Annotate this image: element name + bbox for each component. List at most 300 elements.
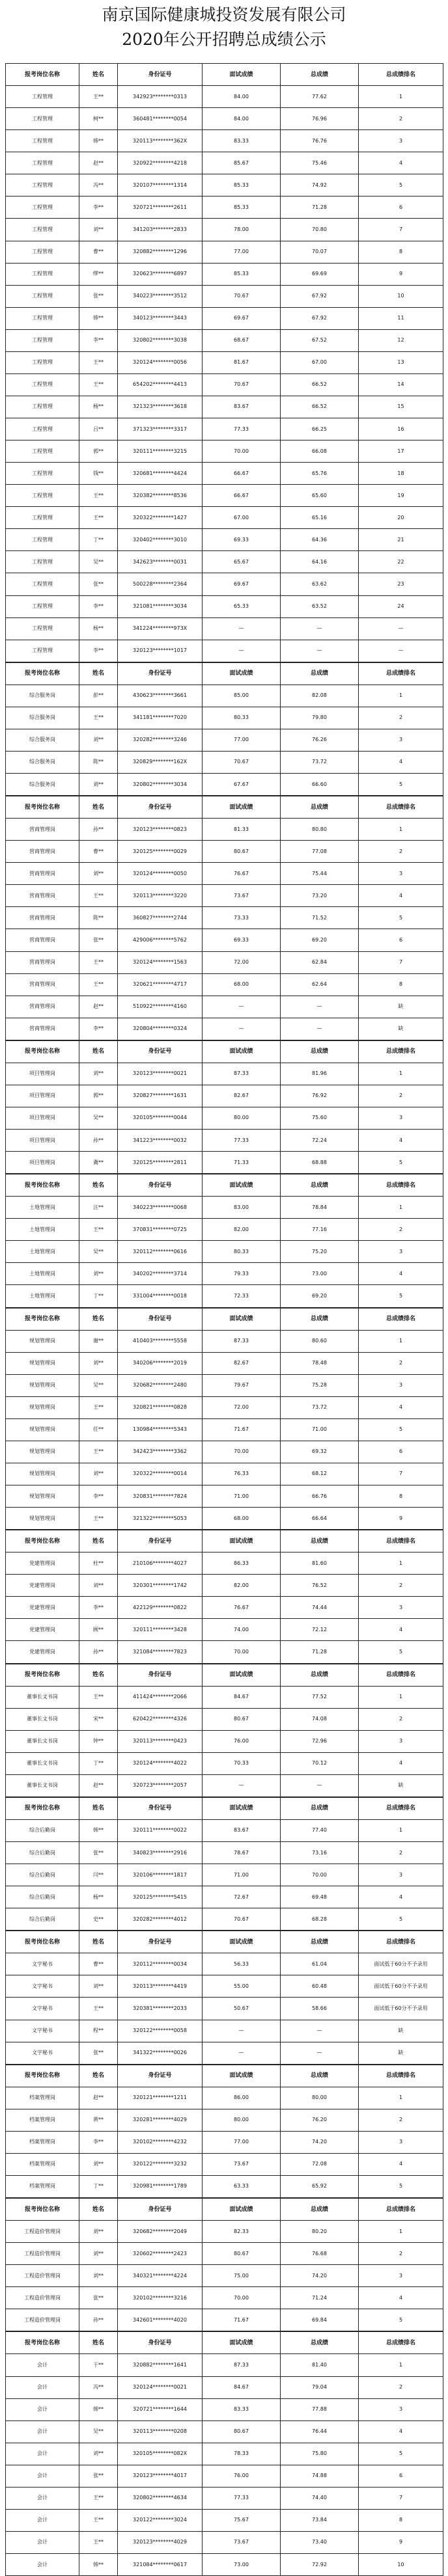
- header-job-title: 报考岗位名称: [6, 1664, 79, 1686]
- cell-interview-score: 78.67: [203, 1842, 281, 1864]
- cell-rank: 5: [359, 1418, 443, 1441]
- cell-rank: 3: [359, 2398, 443, 2420]
- cell-total-score: 80.20: [281, 2221, 359, 2243]
- cell-job-title: 文字秘书: [6, 1998, 79, 2020]
- table-row: [6, 1619, 443, 1641]
- cell-id-number: 341223********0032: [118, 1130, 203, 1152]
- cell-name: 郭**: [79, 1085, 118, 1107]
- cell-name: 刘**: [79, 1575, 118, 1597]
- cell-job-title: 工程管理: [6, 595, 79, 617]
- cell-interview-score: 77.00: [203, 729, 281, 751]
- cell-name: 韩**: [79, 307, 118, 329]
- cell-interview-score: 73.67: [203, 2531, 281, 2553]
- cell-id-number: 320829********162X: [118, 751, 203, 773]
- table-row: [6, 885, 443, 907]
- cell-id-number: 320821********0828: [118, 1396, 203, 1418]
- cell-total-score: 77.40: [281, 1819, 359, 1841]
- header-total-score: 总成绩: [281, 1174, 359, 1197]
- cell-rank: 缺: [359, 2042, 443, 2064]
- cell-job-title: 工程管理: [6, 108, 79, 130]
- cell-name: 李**: [79, 329, 118, 351]
- cell-job-title: 会计: [6, 2465, 79, 2487]
- cell-id-number: 340206********2019: [118, 1352, 203, 1374]
- table-row: [6, 1908, 443, 1931]
- cell-rank: 面试低于60分不予录用: [359, 1953, 443, 1975]
- cell-id-number: 340223********0068: [118, 1197, 203, 1219]
- table-row: [6, 751, 443, 773]
- header-rank: 总成绩排名: [359, 2065, 443, 2087]
- cell-rank: 4: [359, 1263, 443, 1285]
- header-job-title: 报考岗位名称: [6, 64, 79, 86]
- cell-rank: 2: [359, 1352, 443, 1374]
- cell-rank: 18: [359, 463, 443, 485]
- table-row: [6, 86, 443, 108]
- cell-rank: 1: [359, 1197, 443, 1219]
- cell-rank: 面试低于60分不予录用: [359, 1998, 443, 2020]
- header-interview-score: 面试成绩: [203, 662, 281, 685]
- cell-rank: 6: [359, 929, 443, 951]
- cell-rank: 3: [359, 1107, 443, 1129]
- score-table: [5, 2331, 443, 2576]
- cell-interview-score: 80.67: [203, 841, 281, 863]
- cell-name: 吕**: [79, 418, 118, 441]
- score-table: [5, 2198, 443, 2331]
- header-interview-score: 面试成绩: [203, 2199, 281, 2221]
- cell-interview-score: 68.00: [203, 1508, 281, 1530]
- cell-id-number: 510922********4160: [118, 996, 203, 1018]
- cell-name: 王**: [79, 373, 118, 396]
- cell-rank: 7: [359, 219, 443, 241]
- table-row: [6, 1441, 443, 1463]
- score-table: [5, 63, 443, 662]
- header-id-number: 身份证号: [118, 2199, 203, 2221]
- cell-name: 王**: [79, 885, 118, 907]
- cell-job-title: 文字秘书: [6, 2042, 79, 2064]
- cell-total-score: 70.80: [281, 219, 359, 241]
- cell-rank: 1: [359, 1552, 443, 1575]
- cell-id-number: 321084********7823: [118, 1641, 203, 1663]
- cell-rank: 缺: [359, 996, 443, 1018]
- cell-job-title: 党建管理岗: [6, 1575, 79, 1597]
- cell-total-score: 61.04: [281, 1953, 359, 1975]
- cell-name: 张**: [79, 1842, 118, 1864]
- cell-id-number: 320381********2033: [118, 1998, 203, 2020]
- cell-interview-score: 82.67: [203, 1352, 281, 1374]
- cell-interview-score: 69.33: [203, 529, 281, 551]
- table-row: [6, 152, 443, 174]
- cell-id-number: 320113********0423: [118, 1730, 203, 1752]
- header-row: [6, 1530, 443, 1552]
- cell-name: 闫**: [79, 1864, 118, 1886]
- cell-job-title: 综合服务岗: [6, 729, 79, 751]
- cell-rank: 14: [359, 373, 443, 396]
- cell-total-score: 78.84: [281, 1197, 359, 1219]
- cell-name: 李**: [79, 1485, 118, 1508]
- cell-interview-score: 80.33: [203, 1241, 281, 1263]
- cell-job-title: 工程管理: [6, 86, 79, 108]
- cell-rank: 3: [359, 729, 443, 751]
- table-row: [6, 996, 443, 1018]
- table-row: [6, 1018, 443, 1040]
- cell-name: 张**: [79, 929, 118, 951]
- cell-rank: 22: [359, 551, 443, 573]
- cell-id-number: 320623********6897: [118, 263, 203, 285]
- cell-id-number: 320282********3246: [118, 729, 203, 751]
- header-interview-score: 面试成绩: [203, 2332, 281, 2354]
- table-row: [6, 2487, 443, 2509]
- cell-total-score: 67.00: [281, 351, 359, 373]
- cell-rank: 2: [359, 1575, 443, 1597]
- cell-id-number: 320113********362X: [118, 130, 203, 152]
- table-row: [6, 1575, 443, 1597]
- cell-job-title: 规划管理岗: [6, 1374, 79, 1396]
- table-row: [6, 2109, 443, 2131]
- cell-id-number: 360481********0054: [118, 108, 203, 130]
- cell-interview-score: 80.33: [203, 707, 281, 729]
- cell-name: 王**: [79, 1508, 118, 1530]
- table-row: [6, 1730, 443, 1752]
- table-row: [6, 2376, 443, 2398]
- cell-rank: 面试低于60分不予录用: [359, 1975, 443, 1998]
- header-row: [6, 2199, 443, 2221]
- score-table: [5, 796, 443, 1040]
- cell-job-title: 工程管理: [6, 573, 79, 595]
- cell-rank: 19: [359, 485, 443, 507]
- table-row: [6, 241, 443, 263]
- cell-total-score: 70.00: [281, 1864, 359, 1886]
- table-row: [6, 2042, 443, 2064]
- table-row: [6, 130, 443, 152]
- cell-total-score: 74.40: [281, 2487, 359, 2509]
- cell-interview-score: 84.67: [203, 2376, 281, 2398]
- cell-name: 李**: [79, 1597, 118, 1619]
- cell-id-number: 320802********3038: [118, 329, 203, 351]
- cell-name: 韩**: [79, 2398, 118, 2420]
- cell-name: 王**: [79, 951, 118, 973]
- cell-total-score: 66.52: [281, 373, 359, 396]
- header-interview-score: 面试成绩: [203, 1797, 281, 1819]
- table-row: [6, 1641, 443, 1663]
- header-job-title: 报考岗位名称: [6, 2332, 79, 2354]
- header-id-number: 身份证号: [118, 662, 203, 685]
- cell-total-score: 60.48: [281, 1975, 359, 1998]
- cell-rank: 5: [359, 1641, 443, 1663]
- cell-total-score: 72.24: [281, 1130, 359, 1152]
- cell-rank: 4: [359, 885, 443, 907]
- cell-interview-score: —: [203, 1774, 281, 1796]
- header-row: [6, 1664, 443, 1686]
- cell-id-number: 320113********0208: [118, 2420, 203, 2443]
- cell-rank: 4: [359, 1752, 443, 1774]
- cell-job-title: 营商管理岗: [6, 841, 79, 863]
- cell-total-score: 72.92: [281, 2554, 359, 2576]
- cell-job-title: 综合服务岗: [6, 751, 79, 773]
- page-subtitle: 2020年公开招聘总成绩公示: [122, 30, 326, 49]
- cell-interview-score: 71.00: [203, 1485, 281, 1508]
- cell-id-number: 320122********3232: [118, 2153, 203, 2175]
- cell-total-score: 74.44: [281, 1597, 359, 1619]
- cell-total-score: 80.00: [281, 2087, 359, 2109]
- table-row: [6, 595, 443, 617]
- cell-name: 王**: [79, 86, 118, 108]
- header-interview-score: 面试成绩: [203, 2065, 281, 2087]
- cell-id-number: 320124********0056: [118, 351, 203, 373]
- cell-total-score: 74.20: [281, 2265, 359, 2287]
- table-row: [6, 573, 443, 595]
- cell-job-title: 工程管理: [6, 307, 79, 329]
- cell-name: 王**: [79, 973, 118, 996]
- cell-job-title: 规划管理岗: [6, 1441, 79, 1463]
- cell-name: 王**: [79, 1441, 118, 1463]
- table-row: [6, 2175, 443, 2197]
- cell-total-score: 64.36: [281, 529, 359, 551]
- cell-name: 曹**: [79, 1953, 118, 1975]
- cell-interview-score: 79.67: [203, 1374, 281, 1396]
- cell-job-title: 工程管理: [6, 152, 79, 174]
- cell-id-number: 320322********1427: [118, 507, 203, 529]
- cell-name: 钟**: [79, 1730, 118, 1752]
- cell-job-title: 项目管理岗: [6, 1130, 79, 1152]
- header-interview-score: 面试成绩: [203, 796, 281, 819]
- cell-rank: 4: [359, 2153, 443, 2175]
- cell-total-score: 76.52: [281, 1575, 359, 1597]
- header-row: [6, 64, 443, 86]
- header-interview-score: 面试成绩: [203, 1308, 281, 1330]
- cell-id-number: 320882********1296: [118, 241, 203, 263]
- table-row: [6, 819, 443, 841]
- cell-rank: 1: [359, 1063, 443, 1085]
- header-rank: 总成绩排名: [359, 1174, 443, 1197]
- cell-rank: 缺: [359, 1018, 443, 1040]
- table-row: [6, 2265, 443, 2287]
- cell-total-score: 74.92: [281, 174, 359, 197]
- header-rank: 总成绩排名: [359, 796, 443, 819]
- table-row: [6, 1774, 443, 1796]
- cell-interview-score: 87.33: [203, 2354, 281, 2376]
- cell-total-score: 81.60: [281, 1552, 359, 1575]
- header-row: [6, 1931, 443, 1953]
- score-table: [5, 1308, 443, 1530]
- cell-job-title: 工程管理: [6, 263, 79, 285]
- cell-name: 李**: [79, 595, 118, 617]
- table-row: [6, 1998, 443, 2020]
- cell-rank: 3: [359, 1374, 443, 1396]
- cell-name: 吴**: [79, 551, 118, 573]
- header-id-number: 身份证号: [118, 1174, 203, 1197]
- cell-rank: 3: [359, 1241, 443, 1263]
- cell-rank: 6: [359, 197, 443, 219]
- cell-interview-score: 65.33: [203, 595, 281, 617]
- cell-total-score: 70.07: [281, 241, 359, 263]
- table-row: [6, 551, 443, 573]
- cell-interview-score: 80.67: [203, 1708, 281, 1730]
- cell-rank: 5: [359, 174, 443, 197]
- cell-name: 韩**: [79, 2554, 118, 2576]
- header-rank: 总成绩排名: [359, 1931, 443, 1953]
- table-row: [6, 1285, 443, 1307]
- cell-total-score: 80.60: [281, 1330, 359, 1352]
- cell-total-score: 78.48: [281, 1352, 359, 1374]
- cell-total-score: 76.76: [281, 130, 359, 152]
- cell-id-number: 320112********0034: [118, 1953, 203, 1975]
- cell-interview-score: 66.67: [203, 463, 281, 485]
- header-total-score: 总成绩: [281, 1931, 359, 1953]
- cell-total-score: 73.40: [281, 2531, 359, 2553]
- cell-rank: 10: [359, 2554, 443, 2576]
- cell-rank: 4: [359, 1619, 443, 1641]
- cell-interview-score: 75.67: [203, 2509, 281, 2531]
- cell-name: 张**: [79, 285, 118, 307]
- header-name: 姓名: [79, 1664, 118, 1686]
- cell-total-score: 74.88: [281, 2465, 359, 2487]
- cell-interview-score: 55.00: [203, 1975, 281, 1998]
- table-row: [6, 729, 443, 751]
- cell-rank: 9: [359, 1508, 443, 1530]
- cell-name: 王**: [79, 351, 118, 373]
- cell-id-number: 320124********0021: [118, 2376, 203, 2398]
- cell-job-title: 会计: [6, 2443, 79, 2465]
- cell-interview-score: —: [203, 1018, 281, 1040]
- cell-name: 吴**: [79, 1107, 118, 1129]
- cell-rank: 1: [359, 1819, 443, 1841]
- cell-job-title: 规划管理岗: [6, 1396, 79, 1418]
- cell-total-score: 77.16: [281, 1219, 359, 1241]
- cell-name: 王**: [79, 2487, 118, 2509]
- cell-id-number: 341322********0026: [118, 2042, 203, 2064]
- cell-job-title: 董事长文书岗: [6, 1730, 79, 1752]
- table-row: [6, 1485, 443, 1508]
- cell-total-score: 76.96: [281, 108, 359, 130]
- cell-job-title: 会计: [6, 2531, 79, 2553]
- table-row: [6, 2554, 443, 2576]
- cell-total-score: —: [281, 2042, 359, 2064]
- score-table: [5, 1530, 443, 1663]
- cell-job-title: 规划管理岗: [6, 1508, 79, 1530]
- header-job-title: 报考岗位名称: [6, 1174, 79, 1197]
- table-row: [6, 1953, 443, 1975]
- header-id-number: 身份证号: [118, 64, 203, 86]
- cell-name: 王**: [79, 1219, 118, 1241]
- score-table: [5, 2065, 443, 2198]
- header-rank: 总成绩排名: [359, 1308, 443, 1330]
- cell-total-score: 67.52: [281, 329, 359, 351]
- cell-rank: 缺: [359, 1774, 443, 1796]
- cell-id-number: 320112********0616: [118, 1241, 203, 1263]
- cell-job-title: 规划管理岗: [6, 1418, 79, 1441]
- table-row: [6, 685, 443, 707]
- cell-name: 冯**: [79, 2376, 118, 2398]
- cell-job-title: 工程管理: [6, 396, 79, 418]
- cell-name: 吴**: [79, 1241, 118, 1263]
- header-job-title: 报考岗位名称: [6, 2199, 79, 2221]
- cell-interview-score: 87.33: [203, 1063, 281, 1085]
- score-table: [5, 1931, 443, 2064]
- cell-rank: 4: [359, 1396, 443, 1418]
- page-title: 南京国际健康城投资发展有限公司: [102, 5, 346, 24]
- cell-total-score: 71.52: [281, 907, 359, 929]
- cell-rank: 1: [359, 2087, 443, 2109]
- cell-rank: 1: [359, 819, 443, 841]
- cell-id-number: 342423********3362: [118, 1441, 203, 1463]
- cell-total-score: 73.00: [281, 1263, 359, 1285]
- cell-rank: 9: [359, 263, 443, 285]
- cell-id-number: 320102********3216: [118, 2287, 203, 2309]
- header-total-score: 总成绩: [281, 1308, 359, 1330]
- header-row: [6, 2065, 443, 2087]
- cell-name: 刘**: [79, 2243, 118, 2265]
- header-total-score: 总成绩: [281, 796, 359, 819]
- header-interview-score: 面试成绩: [203, 1664, 281, 1686]
- cell-name: 王**: [79, 1396, 118, 1418]
- cell-job-title: 董事长文书岗: [6, 1774, 79, 1796]
- cell-total-score: 81.40: [281, 2354, 359, 2376]
- table-row: [6, 1552, 443, 1575]
- cell-total-score: 74.08: [281, 1708, 359, 1730]
- cell-id-number: 340223********3512: [118, 285, 203, 307]
- cell-name: 刘**: [79, 774, 118, 796]
- cell-name: 李**: [79, 2131, 118, 2153]
- cell-total-score: 66.52: [281, 396, 359, 418]
- cell-rank: 7: [359, 951, 443, 973]
- cell-interview-score: 69.67: [203, 573, 281, 595]
- cell-total-score: 71.00: [281, 1418, 359, 1441]
- header-rank: 总成绩排名: [359, 1664, 443, 1686]
- header-row: [6, 796, 443, 819]
- cell-interview-score: 72.00: [203, 1396, 281, 1418]
- cell-rank: 5: [359, 774, 443, 796]
- table-row: [6, 1864, 443, 1886]
- cell-rank: 10: [359, 285, 443, 307]
- cell-job-title: 综合服务岗: [6, 707, 79, 729]
- cell-interview-score: —: [203, 640, 281, 662]
- cell-id-number: 342923********0313: [118, 86, 203, 108]
- cell-name: 陈**: [79, 907, 118, 929]
- cell-id-number: 340202********3714: [118, 1263, 203, 1285]
- cell-job-title: 营商管理岗: [6, 907, 79, 929]
- cell-id-number: 320721********1644: [118, 2398, 203, 2420]
- cell-id-number: 320281********4029: [118, 2109, 203, 2131]
- cell-name: 史**: [79, 1908, 118, 1931]
- cell-interview-score: 81.33: [203, 819, 281, 841]
- cell-total-score: 58.66: [281, 1998, 359, 2020]
- cell-interview-score: 70.00: [203, 441, 281, 463]
- table-row: [6, 507, 443, 529]
- cell-name: 杨**: [79, 617, 118, 640]
- cell-name: 丁**: [79, 2175, 118, 2197]
- cell-name: 王**: [79, 507, 118, 529]
- table-row: [6, 485, 443, 507]
- cell-id-number: 320723********2057: [118, 1774, 203, 1796]
- cell-name: 刘**: [79, 1063, 118, 1085]
- cell-interview-score: 70.67: [203, 751, 281, 773]
- header-interview-score: 面试成绩: [203, 1040, 281, 1063]
- cell-interview-score: 71.00: [203, 1864, 281, 1886]
- cell-interview-score: 82.00: [203, 1219, 281, 1241]
- cell-id-number: 371323********3317: [118, 418, 203, 441]
- cell-job-title: 营商管理岗: [6, 951, 79, 973]
- cell-total-score: 63.52: [281, 595, 359, 617]
- header-row: [6, 1040, 443, 1063]
- cell-interview-score: —: [203, 2042, 281, 2064]
- cell-interview-score: 73.33: [203, 907, 281, 929]
- cell-name: 程**: [79, 2020, 118, 2042]
- cell-total-score: 77.52: [281, 1686, 359, 1708]
- header-id-number: 身份证号: [118, 796, 203, 819]
- cell-total-score: 79.80: [281, 707, 359, 729]
- cell-job-title: 会计: [6, 2509, 79, 2531]
- cell-total-score: 64.16: [281, 551, 359, 573]
- table-row: [6, 1842, 443, 1864]
